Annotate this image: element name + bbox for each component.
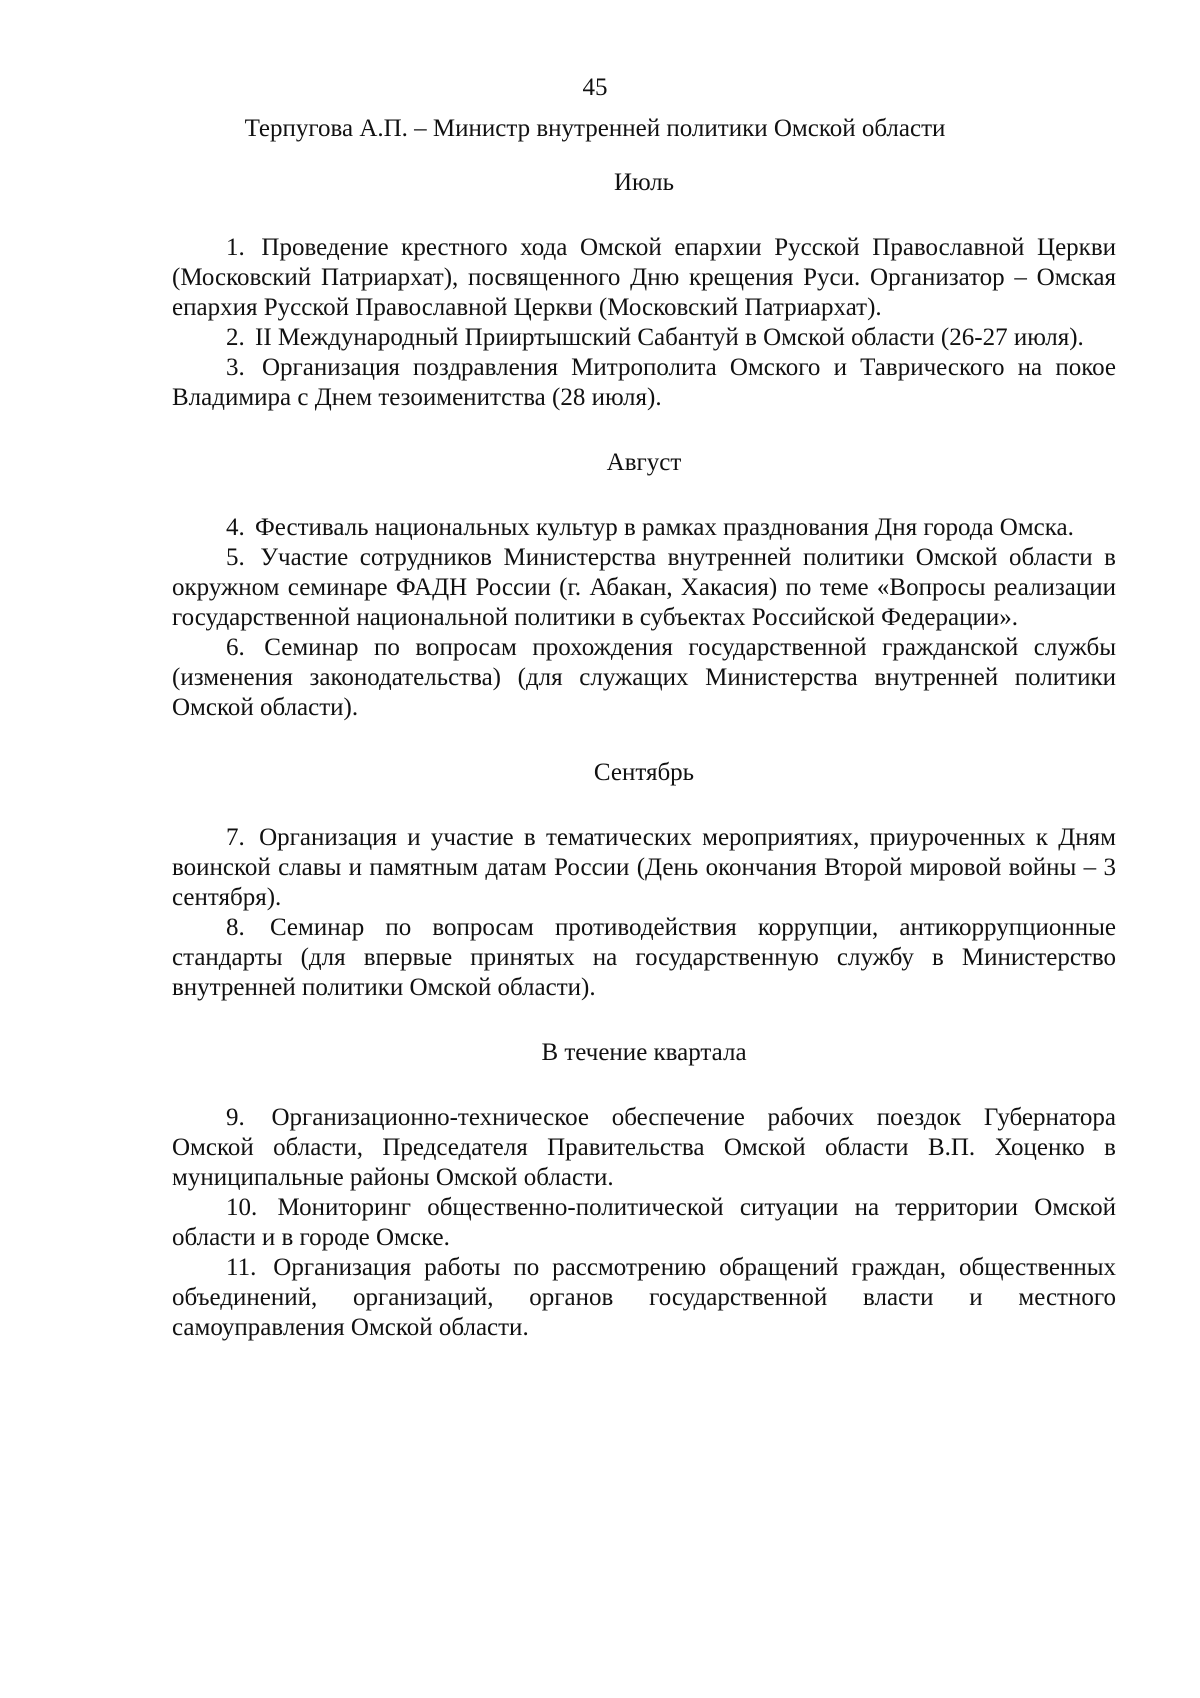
list-item [172, 353, 1116, 413]
item-text: Мониторинг общественно-политической ситуации на территории Омской области и в городе Омске. [172, 1194, 1116, 1251]
document-title: Терпугова А.П. – Министр внутренней политики Омской области [244, 115, 946, 142]
item-number: 10. [226, 1194, 258, 1221]
item-number: 6. [226, 634, 245, 661]
list-item [172, 1253, 1116, 1343]
section-heading-quarter: В течение квартала [541, 1039, 747, 1066]
item-text: Организация поздравления Митрополита Омского и Таврического на покое Владимира с Днем тезоименитства (28 июля). [172, 354, 1117, 411]
list-item [172, 823, 1116, 913]
item-text: Проведение крестного хода Омской епархии Русской Православной Церкви (Московский Патриархат), посвященного Дню крещения Руси. Организатор – Омская епархия Русской Православной Церкви (Московский Патриархат). [172, 234, 1117, 321]
page-number: 45 [582, 74, 608, 101]
item-text: Организация и участие в тематических мероприятиях, приуроченных к Дням воинской славы и памятным датам России (День окончания Второй мировой войны – 3 сентября). [172, 824, 1117, 911]
list-item [172, 1103, 1116, 1193]
list-item [172, 1193, 1116, 1253]
document-body [172, 168, 1116, 1343]
list-item [172, 513, 1116, 543]
list-item [172, 633, 1116, 723]
section-heading-september: Сентябрь [593, 759, 695, 786]
list-item [172, 543, 1116, 633]
item-text: Участие сотрудников Министерства внутренней политики Омской области в окружном семинаре ФАДН России (г. Абакан, Хакасия) по теме «Вопросы реализации государственной национальной политики в субъектах Российской Федерации». [172, 544, 1116, 631]
item-text: Организационно-техническое обеспечение рабочих поездок Губернатора Омской области, Председателя Правительства Омской области В.П. Хоценко в муниципальные районы Омской области. [172, 1104, 1116, 1191]
item-text: Семинар по вопросам противодействия коррупции, антикоррупционные стандарты (для впервые принятых на государственную службу в Министерство внутренней политики Омской области). [172, 914, 1116, 1001]
item-text: Фестиваль национальных культур в рамках празднования Дня города Омска. [255, 514, 1074, 541]
item-number: 9. [226, 1104, 245, 1131]
item-text: Семинар по вопросам прохождения государственной гражданской службы (изменения законодательства) (для служащих Министерства внутренней политики Омской области). [172, 634, 1117, 721]
item-text: Организация работы по рассмотрению обращений граждан, общественных объединений, организаций, органов государственной власти и местного самоуправления Омской области. [172, 1254, 1117, 1341]
list-item [172, 323, 1116, 353]
item-number: 5. [226, 544, 245, 571]
item-number: 8. [226, 914, 245, 941]
list-item [172, 233, 1116, 323]
item-number: 1. [226, 234, 245, 261]
item-number: 7. [226, 824, 245, 851]
list-item [172, 913, 1116, 1003]
item-text: II Международный Прииртышский Сабантуй в Омской области (26-27 июля). [255, 324, 1084, 351]
item-number: 11. [226, 1254, 257, 1281]
item-number: 3. [226, 354, 245, 381]
item-number: 4. [226, 514, 245, 541]
item-number: 2. [226, 324, 245, 351]
section-heading-july: Июль [614, 169, 674, 196]
section-heading-august: Август [606, 449, 682, 476]
